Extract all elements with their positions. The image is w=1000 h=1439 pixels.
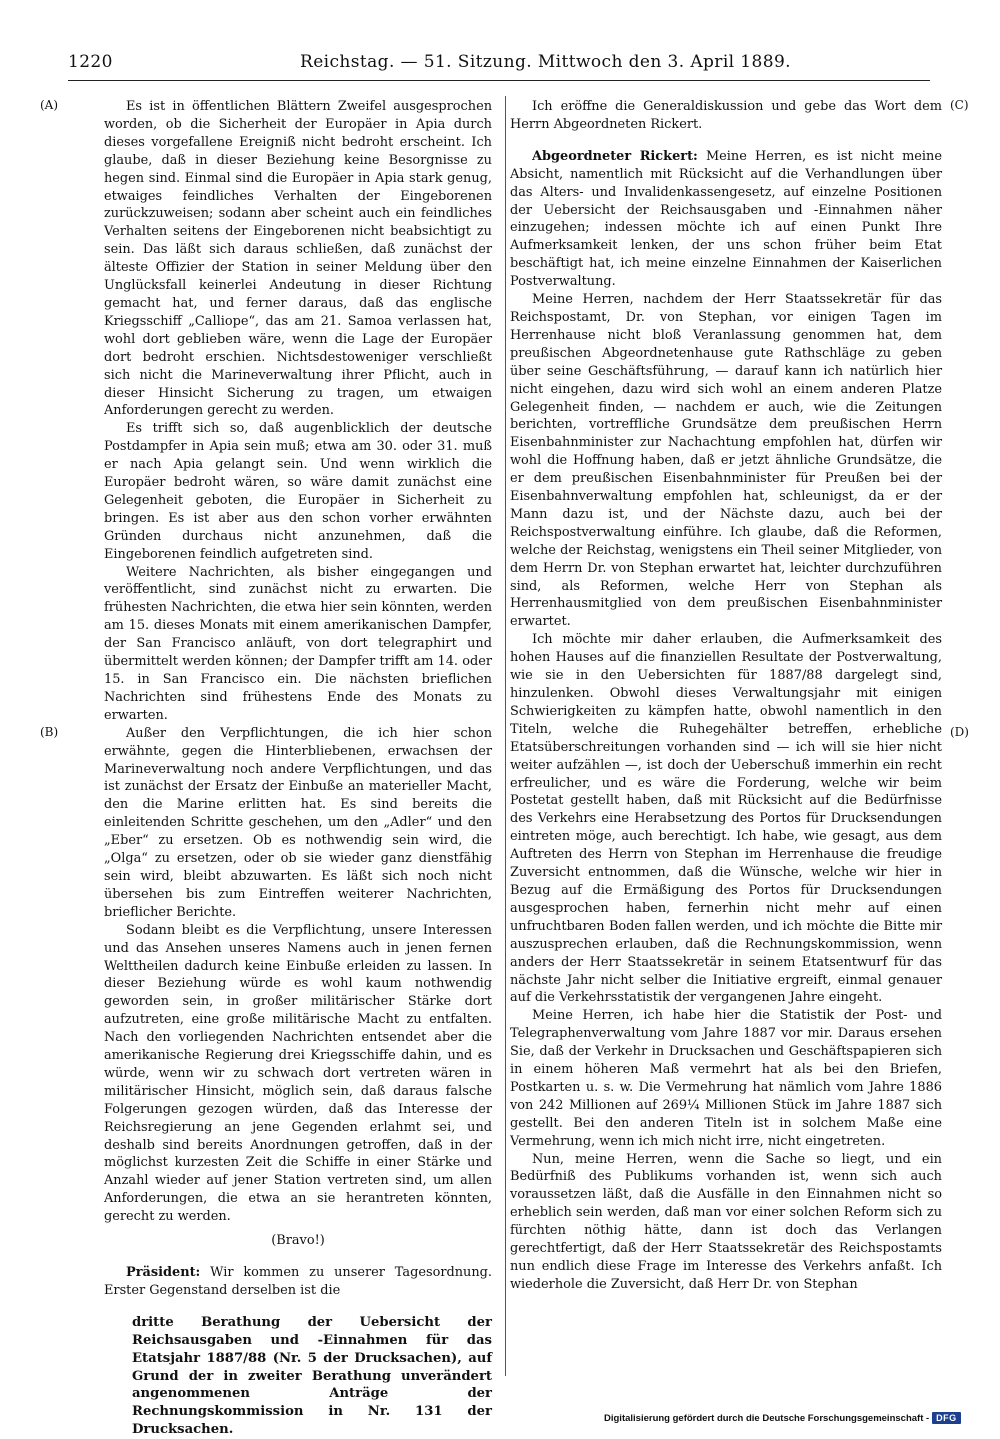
speaker-statement [510,148,942,291]
margin-mark-a: (A) [40,98,59,112]
paragraph: Es trifft sich so, daß augenblicklich der deutsche Postdampfer in Apia sein muß; etwa am 30. oder 31. muß er nach Apia gelangt sein. Und wenn wirklich die Europäer bedroht wären, so wäre damit zunächst eine Gelegenheit geboten, die Europäer in Sicherheit zu bringen. Es ist aber aus den schon vorher erwähnten Gründen durchaus nicht anzunehmen, daß die Eingeborenen feindlich aufgetreten sind. [104,421,492,562]
running-title: Reichstag. — 51. Sitzung. Mittwoch den 3. April 1889. [300,52,791,72]
paragraph: Meine Herren, nachdem der Herr Staatssekretär für das Reichspostamt, Dr. von Stephan, vor einigen Tagen im Herrenhause nicht bloß Veranlassung genommen hat, dem preußischen Abgeordnetenhause gute Rathschläge zu geben über seine Geschäftsführung, — darauf kann ich natürlich hier nicht eingehen, dazu wird sich wohl an einem anderen Platze Gelegenheit finden, — nachdem er auch, wie die Zeitungen berichten, vortreffliche Grundsätze dem preußischen Herrn Eisenbahnminister zur Nachachtung empfohlen hat, dürfen wir wohl die Hoffnung haben, daß er jetzt ähnliche Grundsätze, die er dem preußischen Eisenbahnminister für Preußen bei der Eisenbahnverwaltung empfohlen hat, schleunigst, da er der Mann dazu ist, und der Nächste dazu, auch bei der Reichspostverwaltung einführe. Ich glaube, daß die Reformen, welche der Reichstag, wenigstens ein Theil seiner Mitglieder, von dem Herrn Dr. von Stephan erwartet hat, leichter durchzuführen sind, als Reformen, welche Herr von Stephan als Herrenhausmitglied von dem preußischen Eisenbahnminister erwartet. [510,292,942,630]
page-number: 1220 [68,52,113,72]
paragraph: Meine Herren, ich habe hier die Statistik der Post- und Telegraphenverwaltung vom Jahre 1887 vor mir. Daraus ersehen Sie, daß der Verkehr in Drucksachen und Geschäftspapieren sich in einem höheren Maß vermehrt hat als bei den Briefen, Postkarten u. s. w. Die Vermehrung hat nämlich vom Jahre 1886 von 242 Millionen auf 269¼ Millionen Stück im Jahre 1887 sich gestellt. Bei den anderen Titeln ist in solchem Maße eine Vermehrung, wenn ich mich nicht irre, nicht eingetreten. [510,1008,942,1149]
left-column [104,98,492,1439]
speaker-text: Wir kommen zu unserer Tagesordnung. Erster Gegenstand derselben ist die [104,1265,492,1298]
paragraph: Sodann bleibt es die Verpflichtung, unsere Interessen und das Ansehen unseres Namens auch in jenen fernen Welttheilen dadurch keine Einbuße erleiden zu lassen. In dieser Beziehung würde es wohl kaum nothwendig geworden sein, in großer militärischer Stärke dort aufzutreten, eine große militärische Macht zu entfalten. Nach den vorliegenden Nachrichten entsendet aber die amerikanische Regierung drei Kriegsschiffe dahin, und es würde, wenn wir zu schwach dort vertreten wären in militärischer Hinsicht, möglich sein, daß daraus falsche Folgerungen gezogen würden, daß das Interesse der Reichsregierung an jene Gegenden erlahmt sei, und deshalb sind bereits Anordnungen getroffen, daß in der möglichst kurzesten Zeit die Schiffe in einer Stärke und Anzahl wieder auf jener Station vertreten sind, um allen Anforderungen, die etwa an sie herantreten könnten, gerecht zu werden. [104,922,492,1225]
speaker-label: Präsident: [126,1265,201,1280]
paragraph: Ich möchte mir daher erlauben, die Aufmerksamkeit des hohen Hauses auf die finanziellen Resultate der Postverwaltung, wie sie in den Uebersichten für 1887/88 dargelegt sind, hinzulenken. Obwohl dieses Verwaltungsjahr mit einigen Schwierigkeiten zu kämpfen hatte, obwohl namentlich in den Titeln, welche die Ruhegehälter betreffen, erhebliche Etatsüberschreitungen vorhanden sind — ich will sie hier nicht weiter aufzählen —, ist doch der Ueberschuß immerhin ein recht erfreulicher, und es wäre die Forderung, welche wir beim Postetat gestellt haben, daß mit Rücksicht auf die Bedürfnisse des Verkehrs eine Herabsetzung des Portos für Drucksendungen eintreten möge, auch berechtigt. Ich habe, wie gesagt, aus dem Auftreten des Herrn von Stephan im Herrenhause die freudige Zuversicht entnommen, daß die Wünsche, welche wir hier in Bezug auf die Ermäßigung des Portos für Drucksendungen ausgesprochen haben, fernerhin nicht mehr auf einen unfruchtbaren Boden fallen werden, und ich möchte die Bitte mir auszusprechen erlauben, daß die Rechnungskommission, wenn anders der Herr Staatssekretär in seinem Etatsentwurf für das nächste Jahr nicht selber die Initiative ergreift, einmal genauer auf die Verkehrsstatistik der vergangenen Jahre eingeht. [510,632,942,1006]
applause-note: (Bravo!) [271,1233,325,1249]
speaker-text: Meine Herren, es ist nicht meine Absicht, namentlich mit Rücksicht auf die Verhandlungen über das Alters- und Invalidenkassengesetz, auf einzelne Positionen der Uebersicht der Reichsausgaben und -Einnahmen näher einzugehen; indessen möchte ich auf einen Punkt Ihre Aufmerksamkeit lenken, der uns schon früher beim Etat beschäftigt hat, ich meine einzelne Einnahmen der Kaiserlichen Postverwaltung. [510,148,942,290]
margin-mark-d: (D) [950,725,969,739]
page-header [68,52,928,76]
column-divider [505,96,506,1376]
paragraph: Nun, meine Herren, wenn die Sache so liegt, und ein Bedürfniß des Publikums vorhanden ist, wenn sich auch voraussetzen läßt, daß die Ausfälle in den Einnahmen nicht so erheblich sein werden, daß man vor einer solchen Reform sich zu fürchten nöthig hätte, dann ist doch das Verlangen gerechtfertigt, daß der Herr Staatssekretär des Reichspostamts nun endlich diese Frage im Interesse des Verkehrs anfaßt. Ich wiederhole die Zuversicht, daß Herr Dr. von Stephan [510,1151,942,1292]
paragraph: Ich eröffne die Generaldiskussion und gebe das Wort dem Herrn Abgeordneten Rickert. [510,99,942,132]
paragraph: Weitere Nachrichten, als bisher eingegangen und veröffentlicht, sind zunächst nicht zu erwarten. Die frühesten Nachrichten, die etwa hier sein könnten, werden am 15. dieses Monats mit einem amerikanischen Dampfer, der San Francisco anläuft, von dort telegraphirt und übermittelt werden können; der Dampfer trifft am 14. oder 15. in San Francisco ein. Die nächsten brieflichen Nachrichten sind frühestens Ende des Monats zu erwarten. [104,564,492,723]
paragraph: Es ist in öffentlichen Blättern Zweifel ausgesprochen worden, ob die Sicherheit der Europäer in Apia durch dieses vorgefallene Ereigniß nicht bedroht erscheint. Ich glaube, daß in dieser Beziehung keine Besorgnisse zu hegen sind. Einmal sind die Europäer in Apia stark genug, etwaiges feindliches Verhalten der Eingeborenen zurückzuweisen; sodann aber scheint auch ein feindliches Verhalten seitens der Eingeborenen nicht beabsichtigt zu sein. Das läßt sich daraus schließen, daß zunächst der älteste Offizier der Station in seiner Meldung über den Unglücksfall keinerlei Andeutung in dieser Richtung gemacht hat, und ferner daraus, daß das englische Kriegsschiff „Calliope“, das am 21. Samoa verlassen hat, wohl dort geblieben wäre, wenn die Lage der Europäer dort bedroht erschien. Nichtsdestoweniger verschließt sich nicht die Marineverwaltung ihrer Pflicht, auch in dieser Hinsicht Sicherung zu tragen, um etwaigen Anforderungen gerecht zu werden. [104,99,492,419]
right-column [510,98,942,1294]
agenda-item: dritte Berathung der Uebersicht der Reichsausgaben und -Einnahmen für das Etatsjahr 1887/88 (Nr. 5 der Drucksachen), auf Grund der in zweiter Berathung unverändert angenommenen Anträge der Rechnungskommission in Nr. 131 der Drucksachen. [132,1314,492,1438]
dfg-logo: DFG [932,1412,961,1424]
president-statement [104,1264,492,1300]
margin-mark-b: (B) [40,725,59,739]
digitization-footer [604,1412,994,1428]
speaker-label: Abgeordneter Rickert: [532,148,698,164]
margin-mark-c: (C) [950,98,969,112]
footer-text: Digitalisierung gefördert durch die Deutsche Forschungsgemeinschaft - [604,1413,930,1424]
paragraph: Außer den Verpflichtungen, die ich hier schon erwähnte, gegen die Hinterbliebenen, erwachsen der Marineverwaltung noch andere Verpflichtungen, und das ist zunächst der Ersatz der Einbuße an materieller Macht, den die Marine erlitten hat. Es sind bereits die einleitenden Schritte geschehen, um den „Adler“ und den „Eber“ zu ersetzen. Ob es nothwendig sein wird, die „Olga“ zu ersetzen, oder ob sie wieder ganz dienstfähig sein wird, bleibt abzuwarten. Es läßt sich noch nicht übersehen bis zum Eintreffen weiterer Nachrichten, brieflicher Berichte. [104,725,492,920]
header-rule [68,80,930,81]
